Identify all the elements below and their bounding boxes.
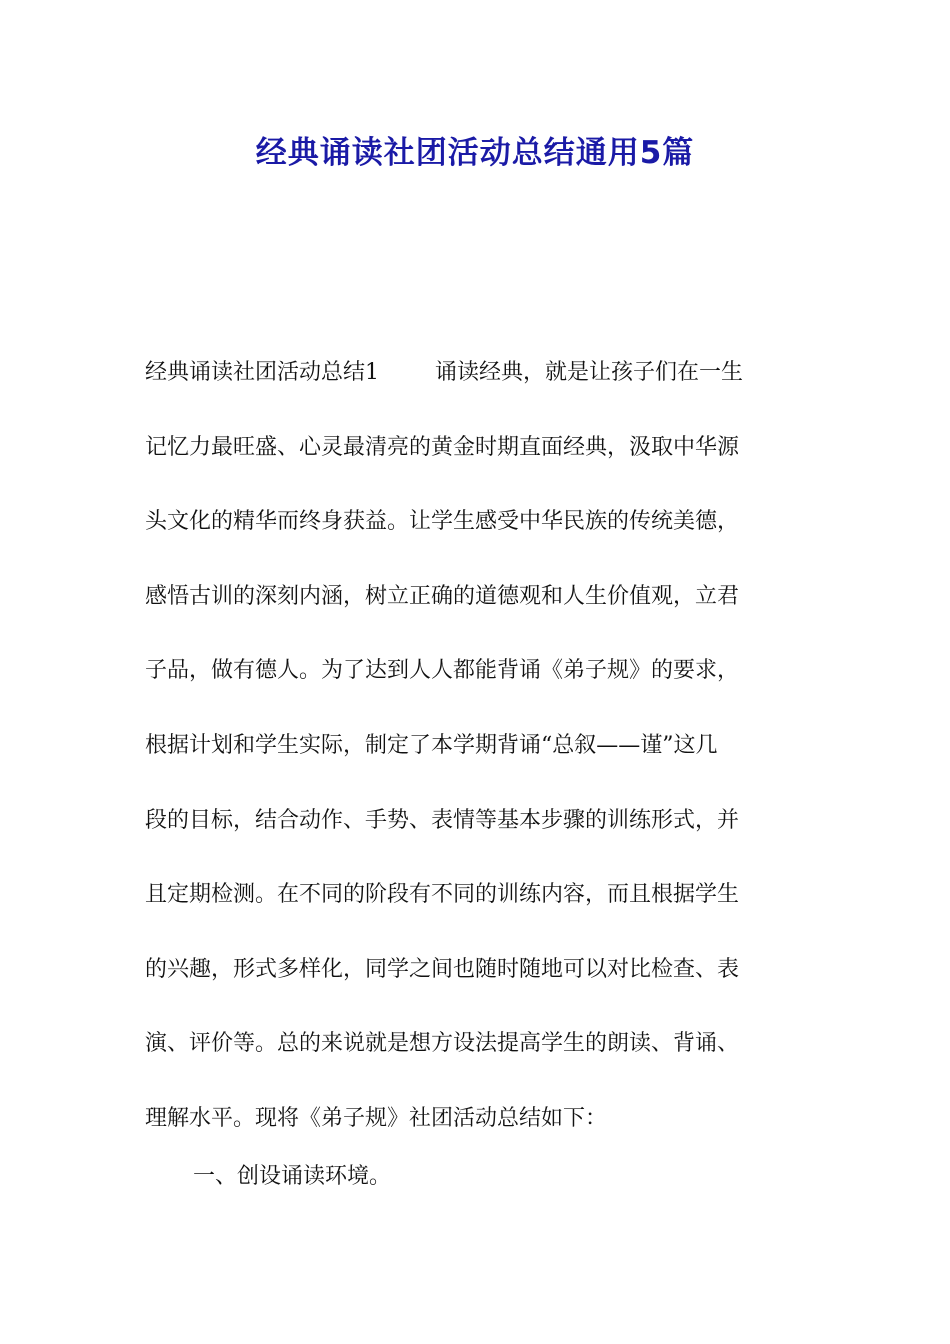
paragraph-line: 且定期检测。在不同的阶段有不同的训练内容，而且根据学生 bbox=[145, 882, 740, 908]
paragraph-line: 根据计划和学生实际，制定了本学期背诵“总叙——谨”这几 bbox=[145, 732, 718, 758]
paragraph-line: 理解水平。现将《弟子规》社团活动总结如下： bbox=[145, 1105, 608, 1131]
paragraph-line: 的兴趣，形式多样化，同学之间也随时随地可以对比检查、表 bbox=[145, 956, 740, 982]
document-body bbox=[145, 336, 810, 1157]
paragraph-line: 头文化的精华而终身获益。让学生感受中华民族的传统美德， bbox=[145, 509, 740, 535]
paragraph-line: 子品，做有德人。为了达到人人都能背诵《弟子规》的要求， bbox=[145, 658, 740, 684]
paragraph-line: 演、评价等。总的来说就是想方设法提高学生的朗读、背诵、 bbox=[145, 1031, 740, 1057]
paragraph-line: 感悟古训的深刻内涵，树立正确的道德观和人生价值观，立君 bbox=[145, 583, 740, 609]
paragraph-line: 记忆力最旺盛、心灵最清亮的黄金时期直面经典，汲取中华源 bbox=[145, 434, 740, 460]
paragraph-line: 段的目标，结合动作、手势、表情等基本步骤的训练形式，并 bbox=[145, 807, 740, 833]
paragraph-line-text: 诵读经典，就是让孩子们在一生 bbox=[435, 360, 744, 385]
subheading-one: 一、创设诵读环境。 bbox=[193, 1164, 392, 1189]
paragraph-line bbox=[145, 336, 810, 411]
section-heading: 经典诵读社团活动总结1 bbox=[145, 360, 379, 385]
document-title: 经典诵读社团活动总结通用5篇 bbox=[255, 135, 695, 171]
